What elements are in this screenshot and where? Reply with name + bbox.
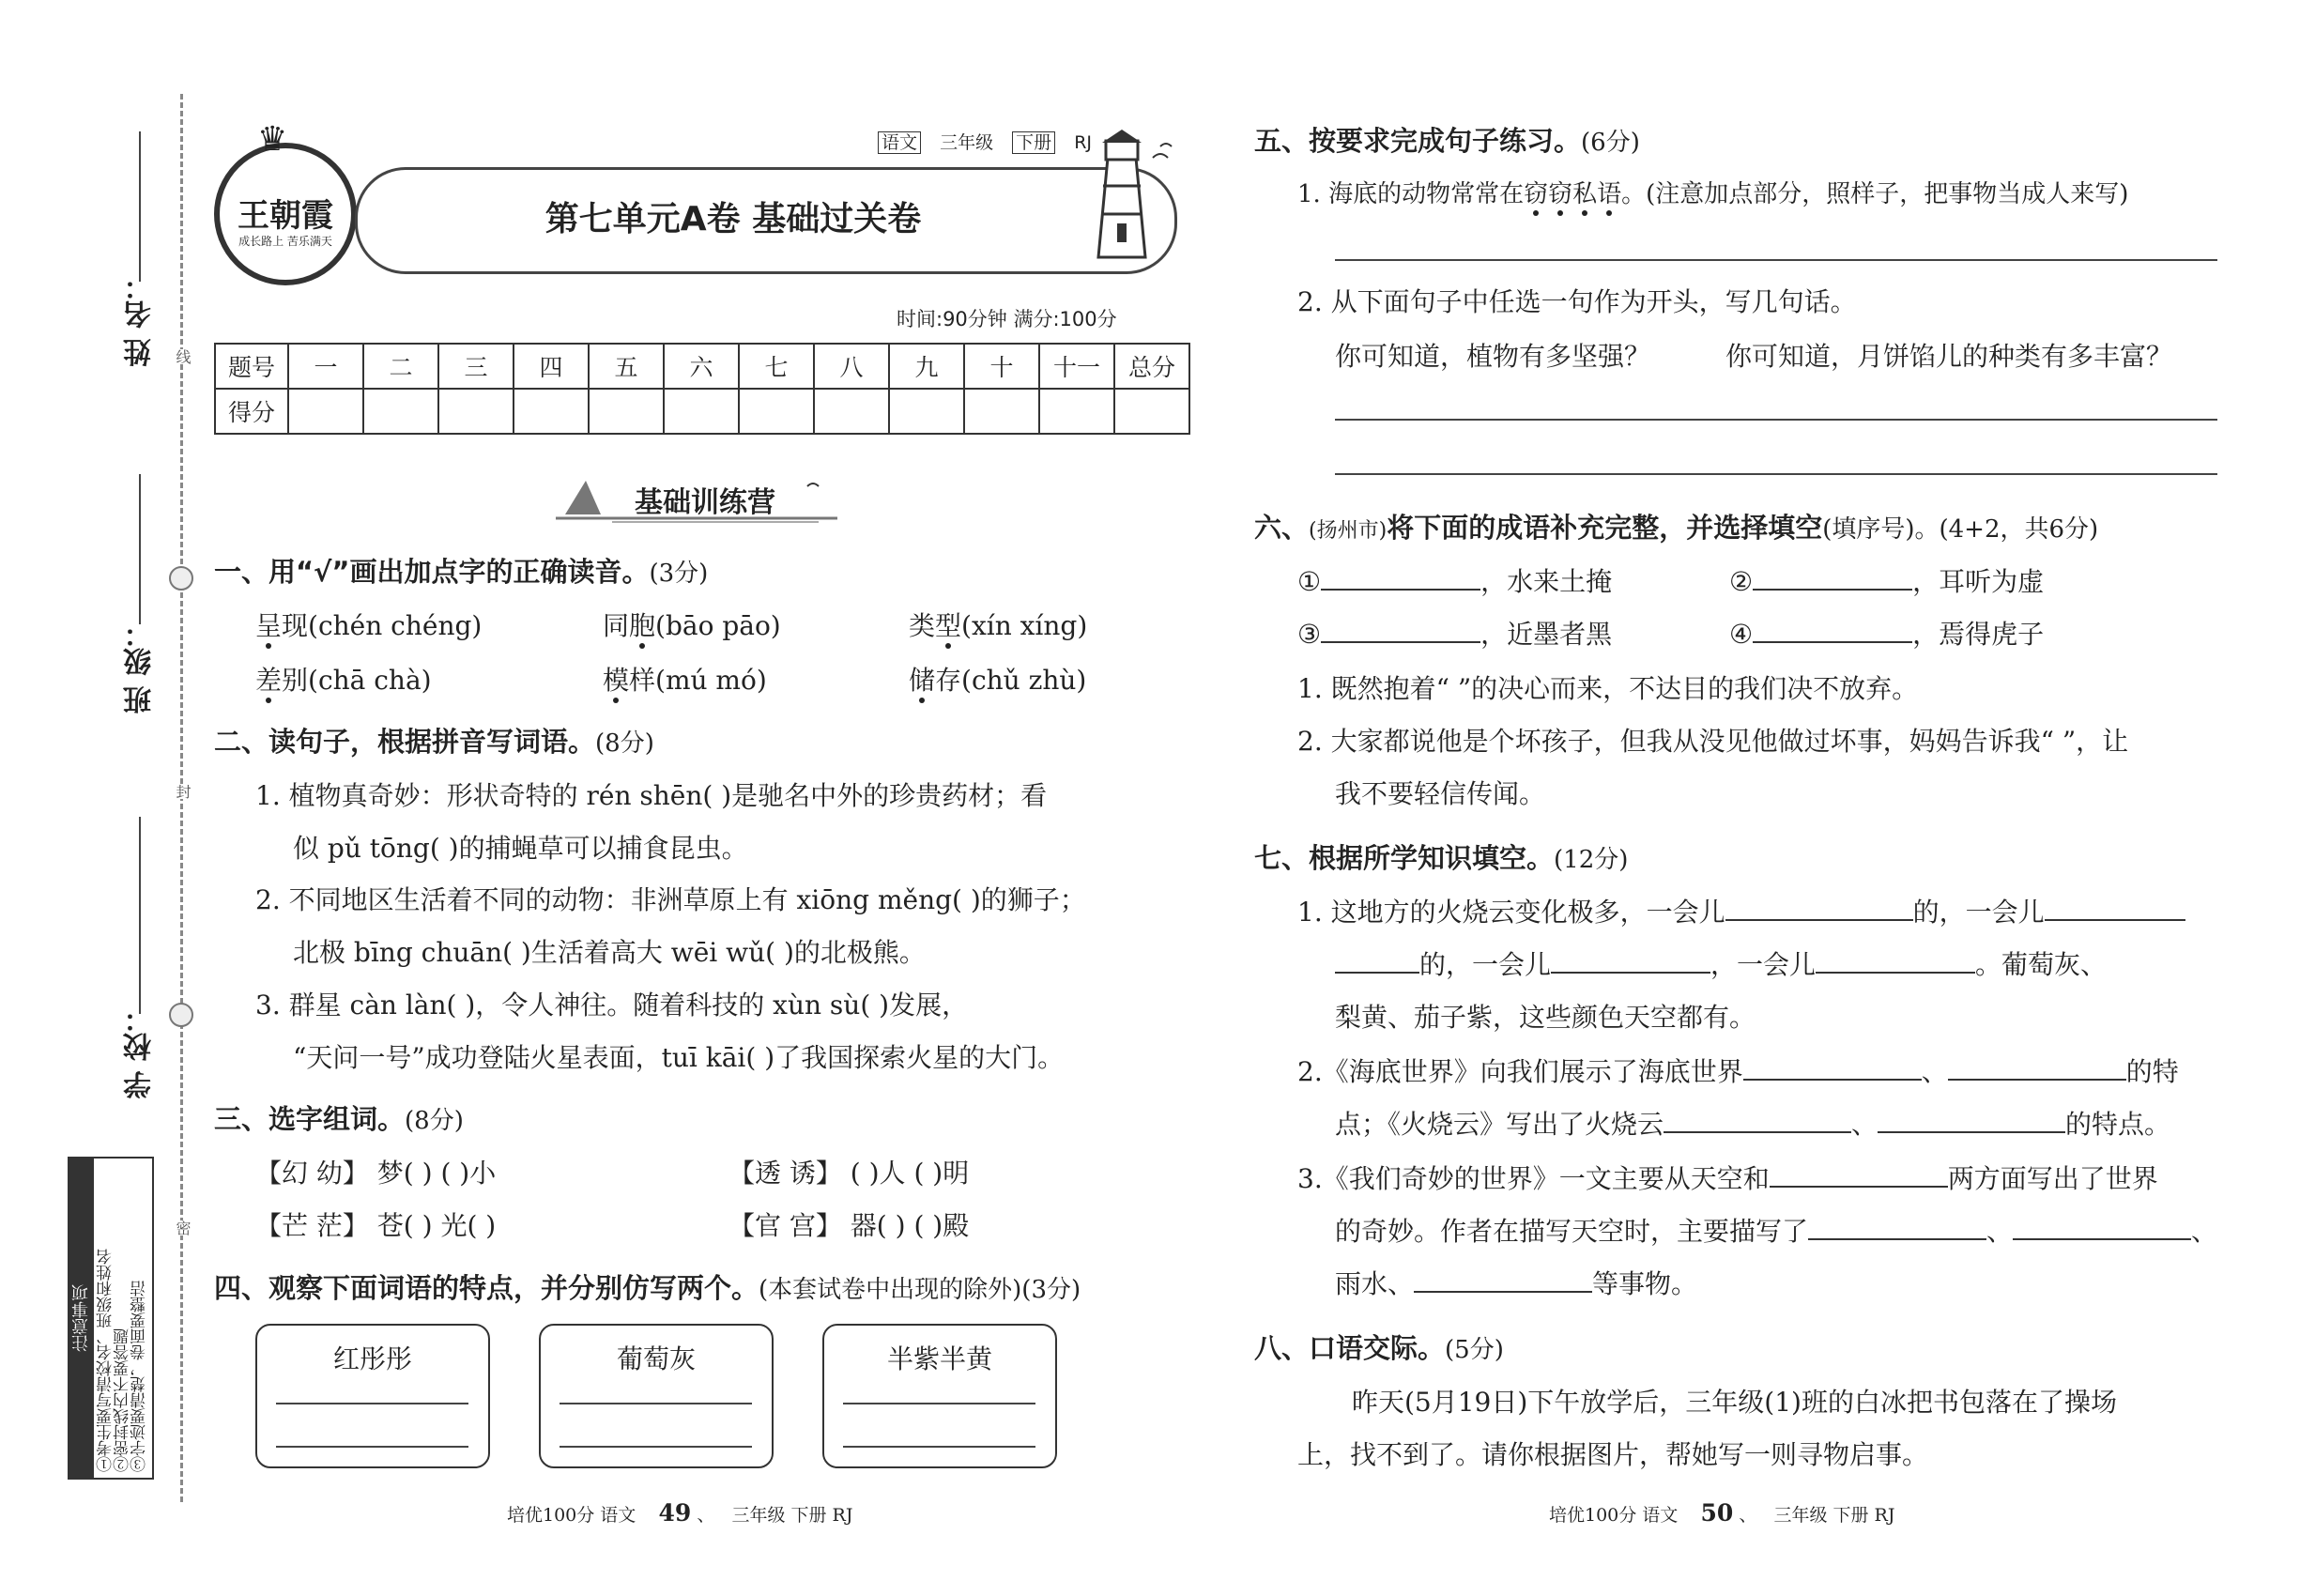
q7-line: 雨水、 等事物。 <box>1335 1268 1698 1299</box>
volume-tag: 下册 <box>1012 131 1055 154</box>
score-cell[interactable] <box>664 389 739 434</box>
score-table-header-row <box>215 344 1189 389</box>
q6-idiom: ① ，水来土掩 <box>1297 566 1613 597</box>
word-box <box>539 1324 774 1468</box>
q6-title: 六、(扬州市)将下面的成语补充完整，并选择填空(填序号)。(4+2，共6分) <box>1254 512 2099 544</box>
q1-item: 同胞(bāo pāo) <box>603 610 781 641</box>
q2-line: “天问一号”成功登陆火星表面，tuī kāi( )了我国探索火星的大门。 <box>293 1042 1065 1073</box>
score-cell[interactable] <box>438 389 514 434</box>
answer-line[interactable] <box>1335 419 2217 421</box>
footer-left: 培优100分 语文 49 、 三年级 下册 RJ <box>507 1499 853 1527</box>
table-cell: 八 <box>814 344 889 389</box>
word-box <box>822 1324 1057 1468</box>
answer-line[interactable] <box>560 1403 752 1404</box>
table-cell: 题号 <box>215 344 288 389</box>
notice-items <box>98 1162 150 1472</box>
cut-word-3: 密 <box>174 1220 192 1235</box>
q1-item: 储存(chǔ zhù) <box>909 665 1087 696</box>
score-cell[interactable] <box>964 389 1039 434</box>
table-cell: 二 <box>363 344 438 389</box>
school-label: 学 校： <box>124 1005 157 1099</box>
binding-hole-icon <box>171 561 193 584</box>
score-cell[interactable] <box>739 389 814 434</box>
table-cell: 十 <box>964 344 1039 389</box>
title-banner <box>355 167 1177 274</box>
q1-item: 类型(xín xíng) <box>909 610 1088 641</box>
table-cell: 五 <box>589 344 664 389</box>
score-cell[interactable] <box>889 389 964 434</box>
q7-line: 3.《我们奇妙的世界》一文主要从天空和 两方面写出了世界 <box>1297 1163 2158 1194</box>
notice-title: 注意事项 <box>69 1159 94 1478</box>
q3-line: 【芒 茫】 苍( ) 光( ) <box>255 1210 497 1241</box>
table-cell: 三 <box>438 344 514 389</box>
q2-line: 3. 群星 càn làn( )，令人神往。随着科技的 xùn sù( )发展， <box>255 990 969 1021</box>
score-cell[interactable] <box>288 389 363 434</box>
lighthouse-icon <box>1080 130 1183 261</box>
q5-option: 你可知道，植物有多坚强？ <box>1335 341 1651 372</box>
q3-line: 【幻 幼】 梦( ) ( )小 <box>255 1158 497 1189</box>
example-word: 红彤彤 <box>332 1343 412 1374</box>
q7-line: 2.《海底世界》向我们展示了海底世界 、 的特 <box>1297 1056 2179 1087</box>
answer-line[interactable] <box>276 1446 468 1448</box>
q5-title: 五、按要求完成句子练习。(6分) <box>1254 125 1640 157</box>
table-cell: 七 <box>739 344 814 389</box>
q1-title: 一、用“√”画出加点字的正确读音。(3分) <box>214 556 709 588</box>
logo-subtitle: 成长路上 苦乐满天 <box>238 235 332 248</box>
q6-sentence: 2. 大家都说他是个坏孩子，但我从没见他做过坏事，妈妈告诉我“ ”，让 <box>1297 726 2129 757</box>
answer-line[interactable] <box>276 1403 468 1404</box>
grade-tag: 三年级 <box>940 132 994 153</box>
table-cell: 六 <box>664 344 739 389</box>
crown-icon: ♛ <box>257 120 288 159</box>
q6-sentence: 1. 既然抱着“ ”的决心而来，不达目的我们决不放弃。 <box>1297 673 1919 704</box>
score-cell[interactable] <box>589 389 664 434</box>
answer-line[interactable] <box>560 1446 752 1448</box>
q3-title: 三、选字组词。(8分) <box>214 1103 464 1135</box>
section-title: 基础训练营 <box>635 486 775 519</box>
page-number: 49 <box>658 1499 692 1527</box>
notice-item: ①考生要写清校名、班级和姓名 <box>97 1249 115 1472</box>
notice-item: ③字迹要清楚，卷面要整洁 <box>130 1281 149 1472</box>
notice-box <box>68 1157 154 1480</box>
score-table <box>214 343 1190 435</box>
q7-line: 的奇妙。作者在描写天空时，主要描写了 、 、 <box>1335 1216 2218 1247</box>
q7-line: 梨黄、茄子紫，这些颜色天空都有。 <box>1335 1002 1756 1033</box>
q2-line: 2. 不同地区生活着不同的动物：非洲草原上有 xiōng měng( )的狮子； <box>255 884 1086 915</box>
logo-text: 王朝霞 <box>238 197 333 235</box>
score-cell[interactable] <box>1039 389 1114 434</box>
q6-sentence: 我不要轻信传闻。 <box>1335 778 1546 809</box>
q8-paragraph: 昨天(5月19日)下午放学后，三年级(1)班的白冰把书包落在了操场 <box>1352 1387 2117 1418</box>
q7-title: 七、根据所学知识填空。(12分) <box>1254 842 1629 874</box>
q4-title: 四、观察下面词语的特点，并分别仿写两个。(本套试卷中出现的除外)(3分) <box>214 1272 1081 1304</box>
q6-idiom: ④ ，焉得虎子 <box>1729 619 2045 650</box>
answer-line[interactable] <box>843 1403 1035 1404</box>
footer-right: 培优100分 语文 50 、 三年级 下册 RJ <box>1549 1499 1895 1527</box>
score-cell[interactable] <box>1114 389 1189 434</box>
cut-word-1: 线 <box>174 349 192 364</box>
table-cell: 四 <box>514 344 589 389</box>
answer-line[interactable] <box>843 1446 1035 1448</box>
q6-idiom: ③ ，近墨者黑 <box>1297 619 1613 650</box>
answer-line[interactable] <box>1335 473 2217 475</box>
answer-line[interactable] <box>1335 259 2217 261</box>
score-cell[interactable] <box>363 389 438 434</box>
page-title: 第七单元A卷 基础过关卷 <box>544 200 922 238</box>
q7-line: 1. 这地方的火烧云变化极多，一会儿 的，一会儿 <box>1297 892 2185 929</box>
score-cell[interactable] <box>514 389 589 434</box>
q1-item: 差别(chā chà) <box>255 665 432 696</box>
table-cell: 一 <box>288 344 363 389</box>
table-cell: 十一 <box>1039 344 1114 389</box>
table-cell: 得分 <box>215 389 288 434</box>
page-number: 50 <box>1700 1499 1734 1527</box>
q1-item: 呈现(chén chéng) <box>255 610 483 641</box>
class-label: 班 级： <box>124 620 157 714</box>
cut-word-2: 封 <box>174 784 192 799</box>
edition-tag: RJ <box>1074 132 1092 153</box>
q7-line: 的，一会儿 ，一会儿 。葡萄灰、 <box>1335 944 2107 982</box>
q2-line: 似 pǔ tōng( )的捕蝇草可以捕食昆虫。 <box>293 833 748 864</box>
q6-idiom: ② ，耳听为虚 <box>1729 566 2045 597</box>
example-word: 葡萄灰 <box>616 1343 696 1374</box>
q3-line: 【官 宫】 器( ) ( )殿 <box>728 1210 970 1241</box>
table-cell: 总分 <box>1114 344 1189 389</box>
example-word: 半紫半黄 <box>886 1343 992 1374</box>
word-box <box>255 1324 490 1468</box>
subject-tag: 语文 <box>878 131 921 154</box>
table-cell: 九 <box>889 344 964 389</box>
q3-line: 【透 诱】 ( )人 ( )明 <box>728 1158 970 1189</box>
school-field[interactable] <box>139 817 141 1014</box>
q2-line: 北极 bīng chuān( )生活着高大 wēi wǔ( )的北极熊。 <box>293 937 926 968</box>
q5-item2: 2. 从下面句子中任选一句作为开头，写几句话。 <box>1297 286 1857 317</box>
name-label: 姓 名： <box>124 272 157 367</box>
name-field[interactable] <box>139 131 141 282</box>
q7-line: 点；《火烧云》写出了火烧云 、 的特点。 <box>1335 1109 2171 1140</box>
score-cell[interactable] <box>814 389 889 434</box>
q8-title: 八、口语交际。(5分) <box>1254 1332 1504 1364</box>
score-table-score-row <box>215 389 1189 434</box>
q5-option: 你可知道，月饼馅儿的种类有多丰富？ <box>1725 341 2173 372</box>
q1-item: 模样(mú mó) <box>603 665 767 696</box>
publisher-logo <box>214 120 357 285</box>
binding-hole <box>169 1003 193 1027</box>
notice-item: ②密封线内不要答题 <box>114 1328 132 1472</box>
q5-item1: 1. 海底的动物常常在窃窃私语。(注意加点部分，照样子，把事物当成人来写) <box>1297 180 2129 208</box>
class-field[interactable] <box>139 474 141 624</box>
q2-title: 二、读句子，根据拼音写词语。(8分) <box>214 726 654 758</box>
time-score-info: 时间:90分钟 满分:100分 <box>897 308 1117 330</box>
subject-tags <box>878 129 1105 154</box>
q8-paragraph: 上，找不到了。请你根据图片，帮她写一则寻物启事。 <box>1297 1439 1929 1470</box>
q2-line: 1. 植物真奇妙：形状奇特的 rén shēn( )是驰名中外的珍贵药材；看 <box>255 780 1048 811</box>
